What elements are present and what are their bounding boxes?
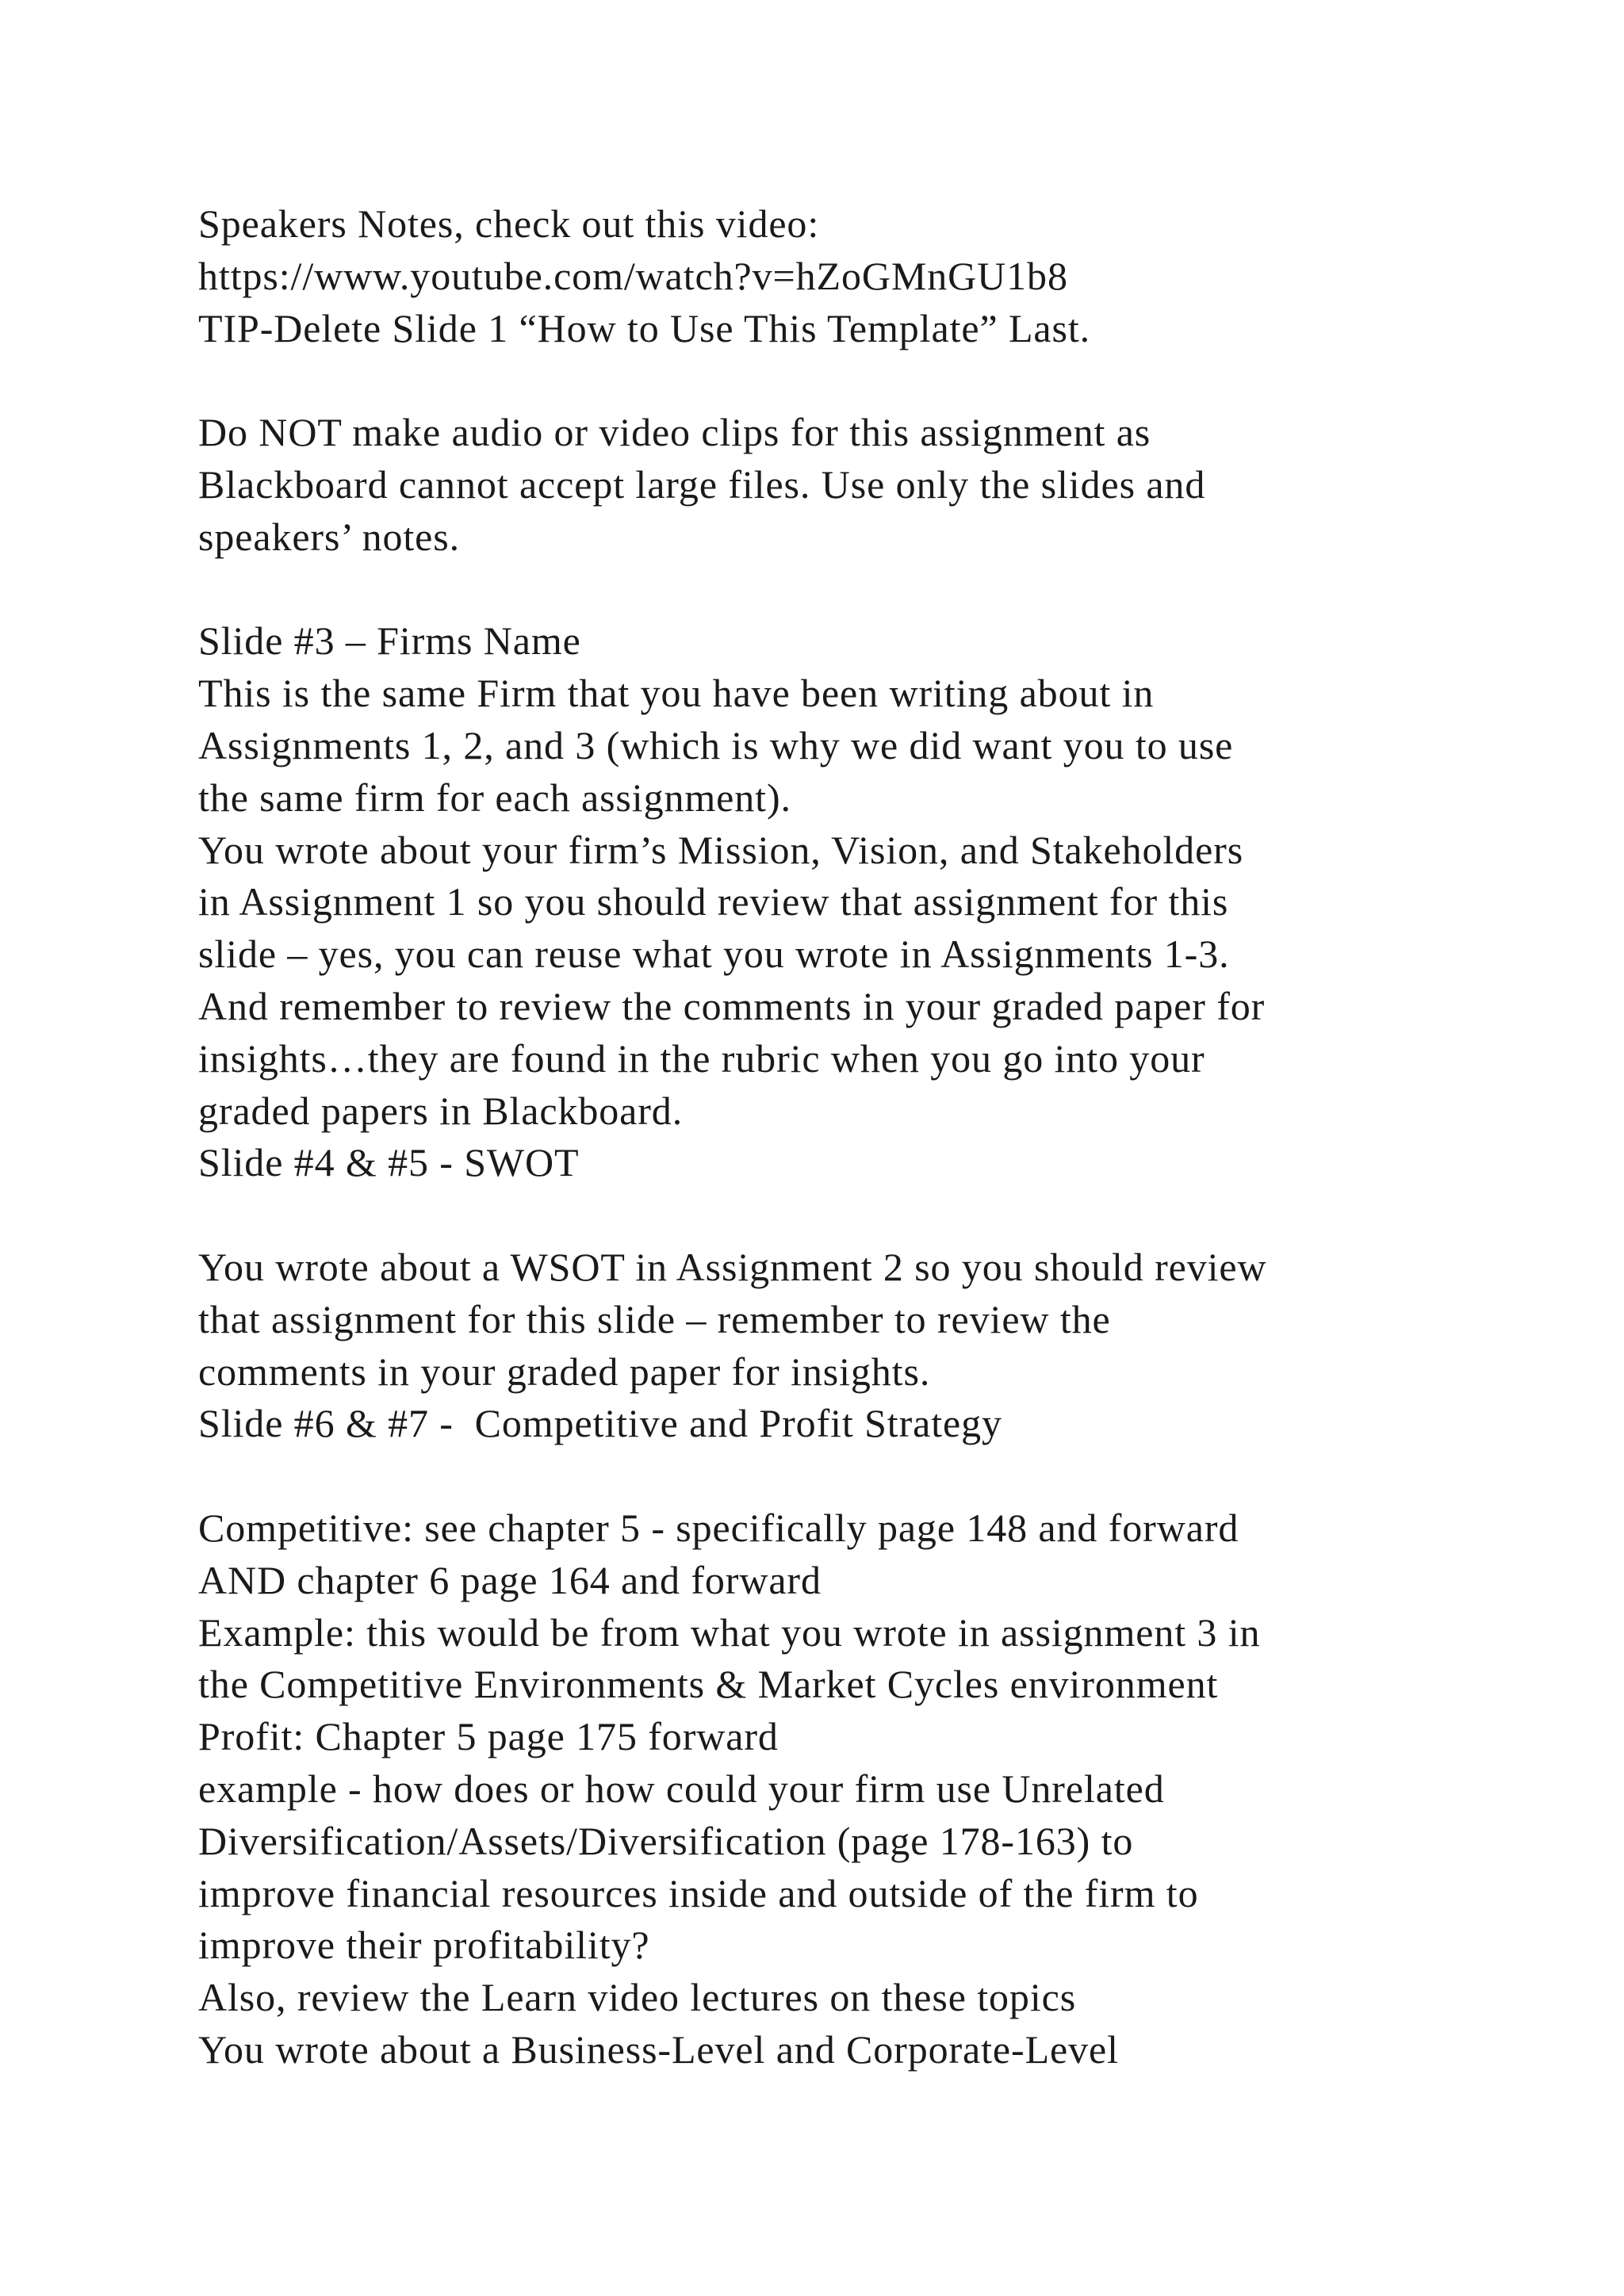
text-line: Competitive: see chapter 5 - specifically page 148 and forward [198,1505,1239,1550]
blank-line [198,564,1546,616]
text-line: And remember to review the comments in your graded paper for [198,983,1266,1028]
text-line: TIP-Delete Slide 1 “How to Use This Template” Last. [198,305,1091,350]
blank-line [198,1450,1546,1502]
text-line: Do NOT make audio or video clips for this assignment as [198,410,1151,455]
text-line: AND chapter 6 page 164 and forward [198,1557,822,1602]
text-line: You wrote about a WSOT in Assignment 2 so you should review [198,1244,1267,1289]
section-heading: Slide #6 & #7 - Competitive and Profit Strategy [198,1401,1002,1446]
text-line: improve their profitability? [198,1923,650,1968]
text-line: graded papers in Blackboard. [198,1088,684,1133]
text-line: Speakers Notes, check out this video: [198,201,820,246]
text-line: improve financial resources inside and outside of the firm to [198,1870,1199,1915]
text-line: the Competitive Environments & Market Cycles environment [198,1662,1219,1707]
text-line: the same firm for each assignment). [198,775,791,820]
text-line: in Assignment 1 so you should review that assignment for this [198,879,1229,924]
text-line: that assignment for this slide – remember to review the [198,1296,1111,1341]
text-line: https://www.youtube.com/watch?v=hZoGMnGU1b8 [198,253,1068,298]
text-line: comments in your graded paper for insights. [198,1349,931,1394]
text-line: slide – yes, you can reuse what you wrote in Assignments 1-3. [198,932,1230,977]
blank-line [198,354,1546,407]
document-body [198,198,1546,2076]
text-line: Assignments 1, 2, and 3 (which is why we did want you to use [198,722,1234,767]
text-line: Diversification/Assets/Diversification (page 178-163) to [198,1818,1134,1863]
text-line: Also, review the Learn video lectures on these topics [198,1975,1077,2020]
text-line: You wrote about a Business-Level and Corporate-Level [198,2026,1119,2072]
section-heading: Slide #3 – Firms Name [198,618,581,664]
section-heading: Slide #4 & #5 - SWOT [198,1140,580,1185]
text-line: Example: this would be from what you wrote in assignment 3 in [198,1609,1261,1655]
text-line: Blackboard cannot accept large files. Use only the slides and [198,461,1206,507]
text-line: speakers’ notes. [198,514,461,559]
text-line: You wrote about your firm’s Mission, Vision, and Stakeholders [198,827,1244,872]
text-line: This is the same Firm that you have been writing about in [198,671,1155,716]
blank-line [198,1189,1546,1242]
text-line: insights…they are found in the rubric when you go into your [198,1035,1205,1081]
text-line: Profit: Chapter 5 page 175 forward [198,1714,779,1759]
text-line: example - how does or how could your firm use Unrelated [198,1766,1165,1811]
